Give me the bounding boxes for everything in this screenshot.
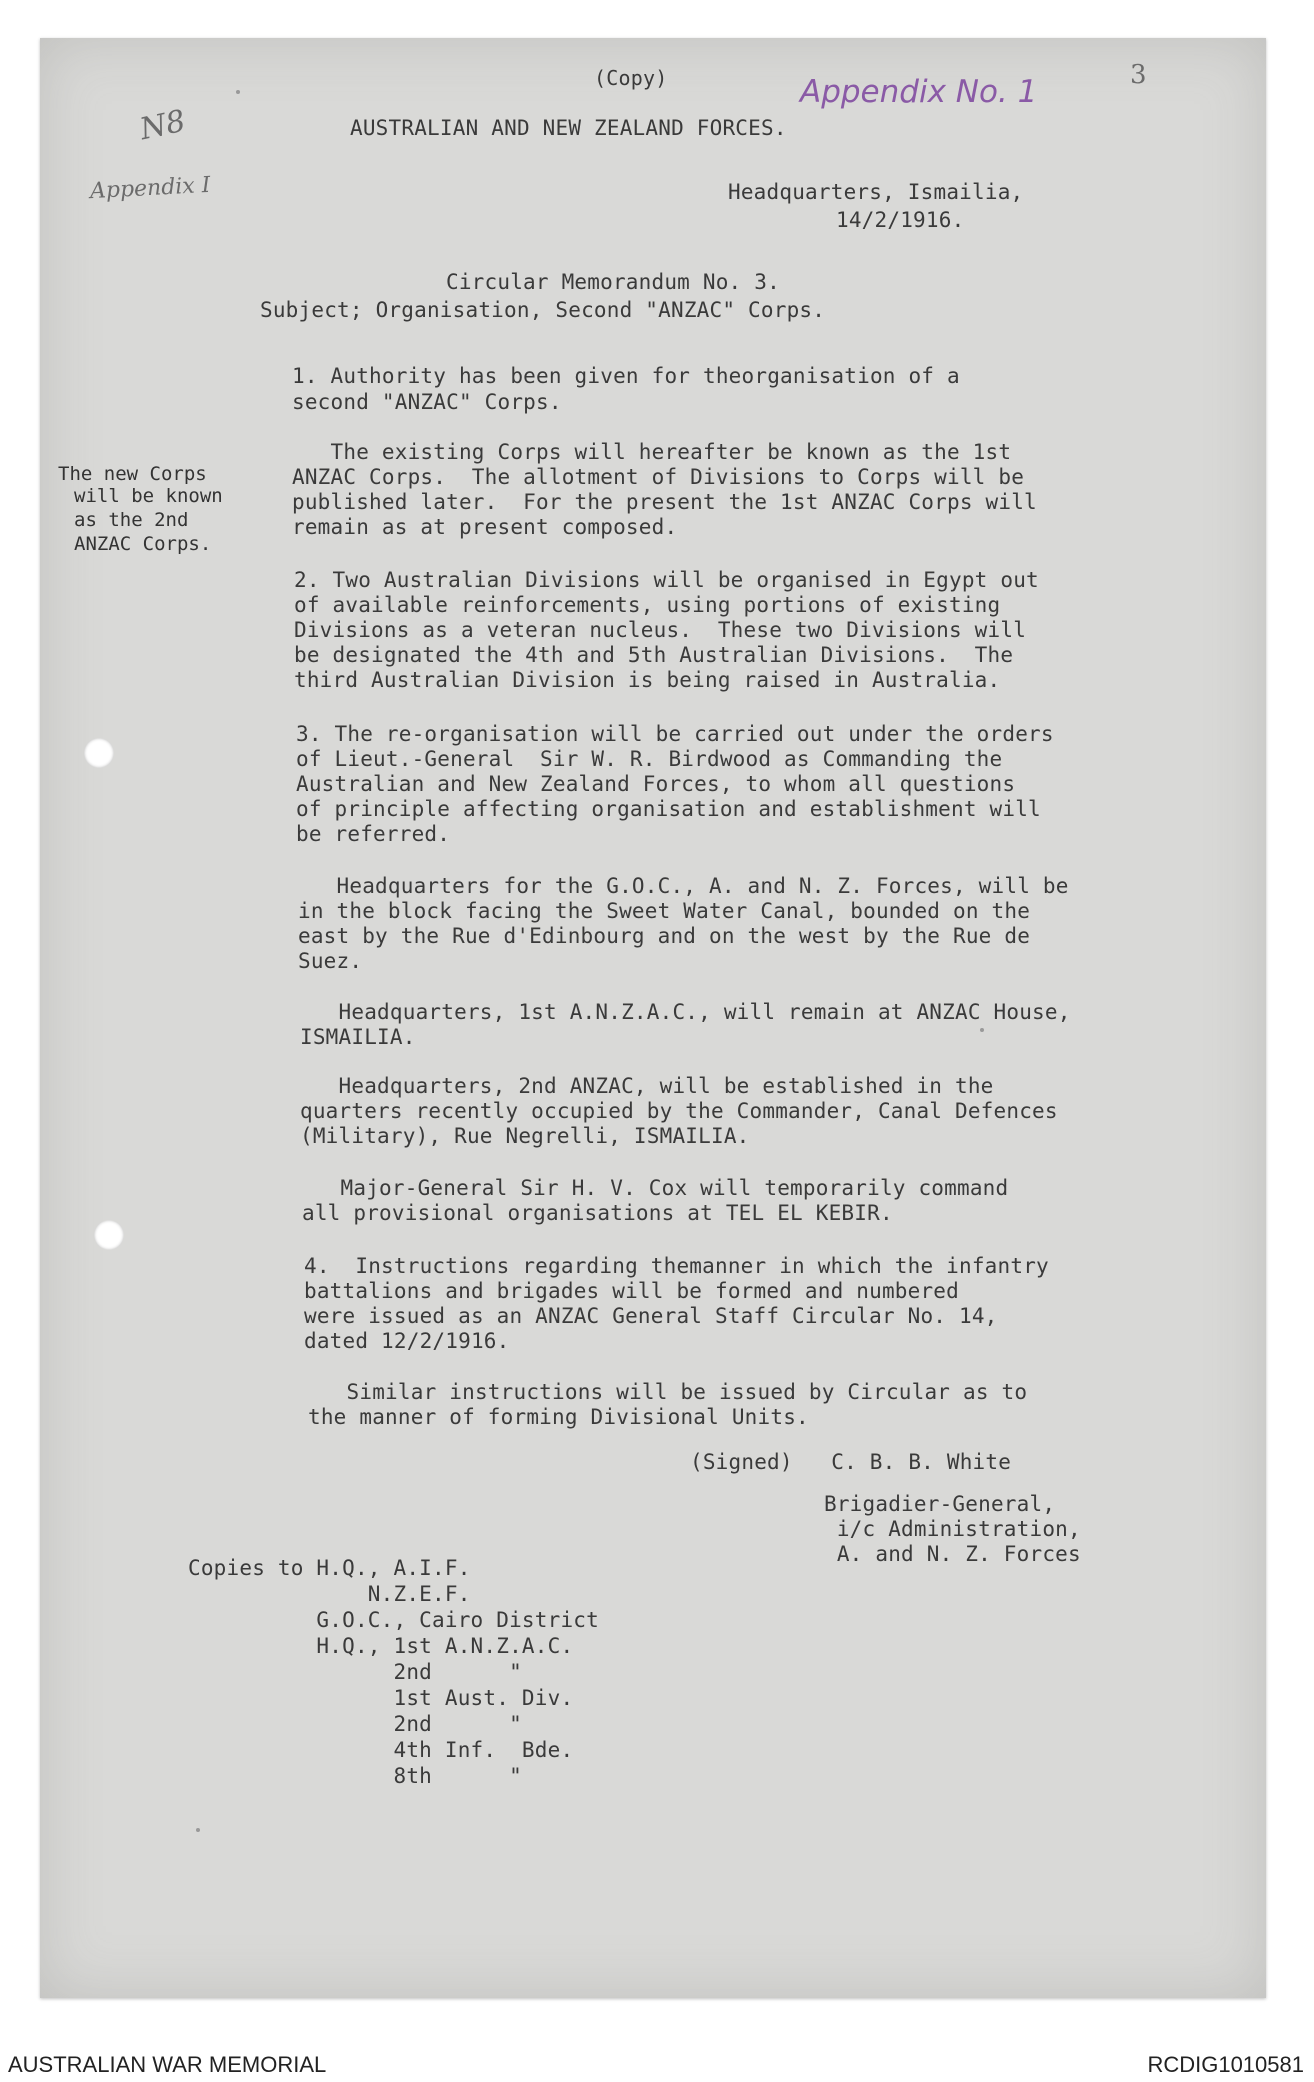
body-line: Headquarters, 1st A.N.Z.A.C., will remain at ANZAC House, (300, 1000, 1071, 1024)
punch-hole (84, 738, 114, 768)
body-line: Headquarters, 2nd ANZAC, will be established in the (300, 1074, 994, 1098)
body-line: were issued as an ANZAC General Staff Circular No. 14, (304, 1304, 998, 1328)
subject-line: Subject; Organisation, Second "ANZAC" Corps. (260, 298, 826, 322)
body-line: dated 12/2/1916. (304, 1329, 510, 1353)
body-line: remain as at present composed. (292, 515, 678, 539)
org-heading: AUSTRALIAN AND NEW ZEALAND FORCES. (350, 116, 787, 140)
copies-line: G.O.C., Cairo District (188, 1608, 599, 1632)
body-line: 3. The re-organisation will be carried out under the orders (296, 722, 1054, 746)
appendix-stamp: Appendix No. 1 (800, 74, 1038, 110)
page-number: 3 (1130, 60, 1147, 90)
copies-line: 2nd " (188, 1712, 522, 1736)
copies-line: 2nd " (188, 1660, 522, 1684)
copies-line: Copies to H.Q., A.I.F. (188, 1556, 471, 1580)
sig-line: A. and N. Z. Forces (824, 1542, 1081, 1566)
margin-line: ANZAC Corps. (74, 533, 212, 555)
body-line: Suez. (298, 949, 363, 973)
copy-label: (Copy) (594, 66, 668, 90)
mark (196, 1828, 200, 1832)
signed-line: (Signed) C. B. B. White (690, 1450, 1012, 1474)
margin-line: The new Corps (58, 463, 207, 485)
body-line: 2. Two Australian Divisions will be organised in Egypt out (294, 568, 1039, 592)
body-line: (Military), Rue Negrelli, ISMAILIA. (300, 1124, 750, 1148)
handwritten-appendix: Appendix I (89, 172, 212, 205)
body-line: 1. Authority has been given for theorganisation of a (292, 364, 960, 388)
copies-line: H.Q., 1st A.N.Z.A.C. (188, 1634, 574, 1658)
margin-line: will be known (74, 485, 223, 507)
body-line: second "ANZAC" Corps. (292, 390, 562, 414)
copies-line: 8th " (188, 1764, 522, 1788)
body-line: in the block facing the Sweet Water Canal, bounded on the (298, 899, 1031, 923)
body-line: Australian and New Zealand Forces, to whom all questions (296, 772, 1016, 796)
body-line: of principle affecting organisation and establishment will (296, 797, 1041, 821)
body-line: published later. For the present the 1st ANZAC Corps will (292, 490, 1037, 514)
sig-line: Brigadier-General, (824, 1492, 1056, 1516)
body-line: Major-General Sir H. V. Cox will temporarily command (302, 1176, 1009, 1200)
body-line: ISMAILIA. (300, 1025, 416, 1049)
body-line: third Australian Division is being raised in Australia. (294, 668, 1001, 692)
body-line: of Lieut.-General Sir W. R. Birdwood as Commanding the (296, 747, 1003, 771)
body-line: ANZAC Corps. The allotment of Divisions to Corps will be (292, 465, 1025, 489)
body-line: quarters recently occupied by the Commander, Canal Defences (300, 1099, 1058, 1123)
punch-hole (94, 1220, 124, 1250)
body-line: battalions and brigades will be formed and numbered (304, 1279, 959, 1303)
footer-id: RCDIG1010581 (1147, 2052, 1304, 2077)
body-line: Divisions as a veteran nucleus. These two Divisions will (294, 618, 1027, 642)
margin-line: as the 2nd (74, 509, 189, 531)
body-line: Headquarters for the G.O.C., A. and N. Z. Forces, will be (298, 874, 1069, 898)
body-line: of available reinforcements, using portions of existing (294, 593, 1001, 617)
footer-source: AUSTRALIAN WAR MEMORIAL (8, 2052, 327, 2077)
copies-line: N.Z.E.F. (188, 1582, 471, 1606)
body-line: The existing Corps will hereafter be known as the 1st (292, 440, 1012, 464)
body-line: east by the Rue d'Edinbourg and on the west by the Rue de (298, 924, 1031, 948)
handwritten-ns: N8 (136, 103, 189, 148)
copies-line: 1st Aust. Div. (188, 1686, 574, 1710)
hq-line: Headquarters, Ismailia, (728, 180, 1024, 204)
body-line: be designated the 4th and 5th Australian Divisions. The (294, 643, 1014, 667)
body-line: the manner of forming Divisional Units. (308, 1405, 809, 1429)
body-line: 4. Instructions regarding themanner in which the infantry (304, 1254, 1049, 1278)
body-line: all provisional organisations at TEL EL KEBIR. (302, 1201, 893, 1225)
body-line: be referred. (296, 822, 451, 846)
sig-line: i/c Administration, (824, 1517, 1081, 1541)
hq-date: 14/2/1916. (836, 208, 965, 232)
copies-line: 4th Inf. Bde. (188, 1738, 574, 1762)
mark (980, 1028, 984, 1032)
memo-title: Circular Memorandum No. 3. (446, 270, 780, 294)
body-line: Similar instructions will be issued by Circular as to (308, 1380, 1028, 1404)
mark (236, 90, 240, 94)
